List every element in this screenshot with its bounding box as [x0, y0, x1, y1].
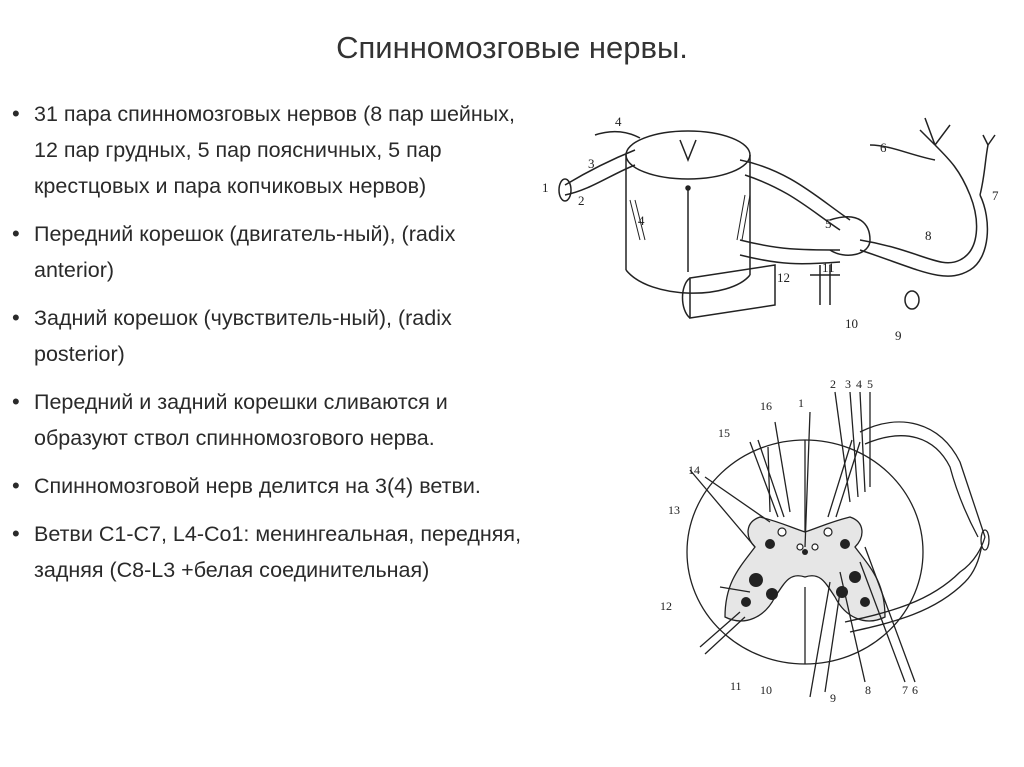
spinal-nerve-drawing — [540, 100, 1010, 350]
bullet-item: • Передний корешок (двигатель-ный), (radix anterior) — [12, 216, 532, 288]
bullet-list — [12, 96, 532, 600]
label: 12 — [777, 270, 790, 285]
label: 10 — [760, 683, 772, 697]
label: 7 — [902, 683, 908, 697]
label: 14 — [688, 463, 700, 477]
bullet-item: • Ветви С1-С7, L4-Co1: менингеальная, передняя, задняя (С8-L3 +белая соединительная) — [12, 516, 532, 588]
label: 4 — [638, 213, 645, 228]
label: 2 — [830, 377, 836, 391]
label: 5 — [825, 216, 832, 231]
slide-title: Спинномозговые нервы. — [336, 30, 688, 65]
label: 4 — [615, 114, 622, 129]
bullet-item: • Спинномозговой нерв делится на 3(4) ветви. — [12, 468, 532, 504]
bullet-item: • Задний корешок (чувствитель-ный), (radix posterior) — [12, 300, 532, 372]
bullet-item: • 31 пара спинномозговых нервов (8 пар шейных, 12 пар грудных, 5 пар поясничных, 5 пар крестцовых и пара копчиковых нервов) — [12, 96, 532, 204]
label: 15 — [718, 426, 730, 440]
spinal-cord-section-figure — [660, 372, 1000, 712]
label: 8 — [925, 228, 932, 243]
label: 1 — [542, 180, 549, 195]
label: 10 — [845, 316, 858, 331]
label: 13 — [668, 503, 680, 517]
label: 8 — [865, 683, 871, 697]
label: 2 — [578, 193, 585, 208]
label: 5 — [867, 377, 873, 391]
label: 11 — [822, 260, 835, 275]
spinal-nerve-figure — [540, 100, 1010, 350]
label: 9 — [895, 328, 902, 343]
label: 9 — [830, 691, 836, 705]
spinal-cord-section-drawing — [660, 372, 1000, 712]
label: 12 — [660, 599, 672, 613]
label: 6 — [912, 683, 918, 697]
label: 11 — [730, 679, 742, 693]
label: 1 — [798, 396, 804, 410]
label: 7 — [992, 188, 999, 203]
label: 3 — [845, 377, 851, 391]
bullet-item: • Передний и задний корешки сливаются и образуют ствол спинномозгового нерва. — [12, 384, 532, 456]
label: 4 — [856, 377, 862, 391]
label: 6 — [880, 140, 887, 155]
label: 3 — [588, 156, 595, 171]
label: 16 — [760, 399, 772, 413]
